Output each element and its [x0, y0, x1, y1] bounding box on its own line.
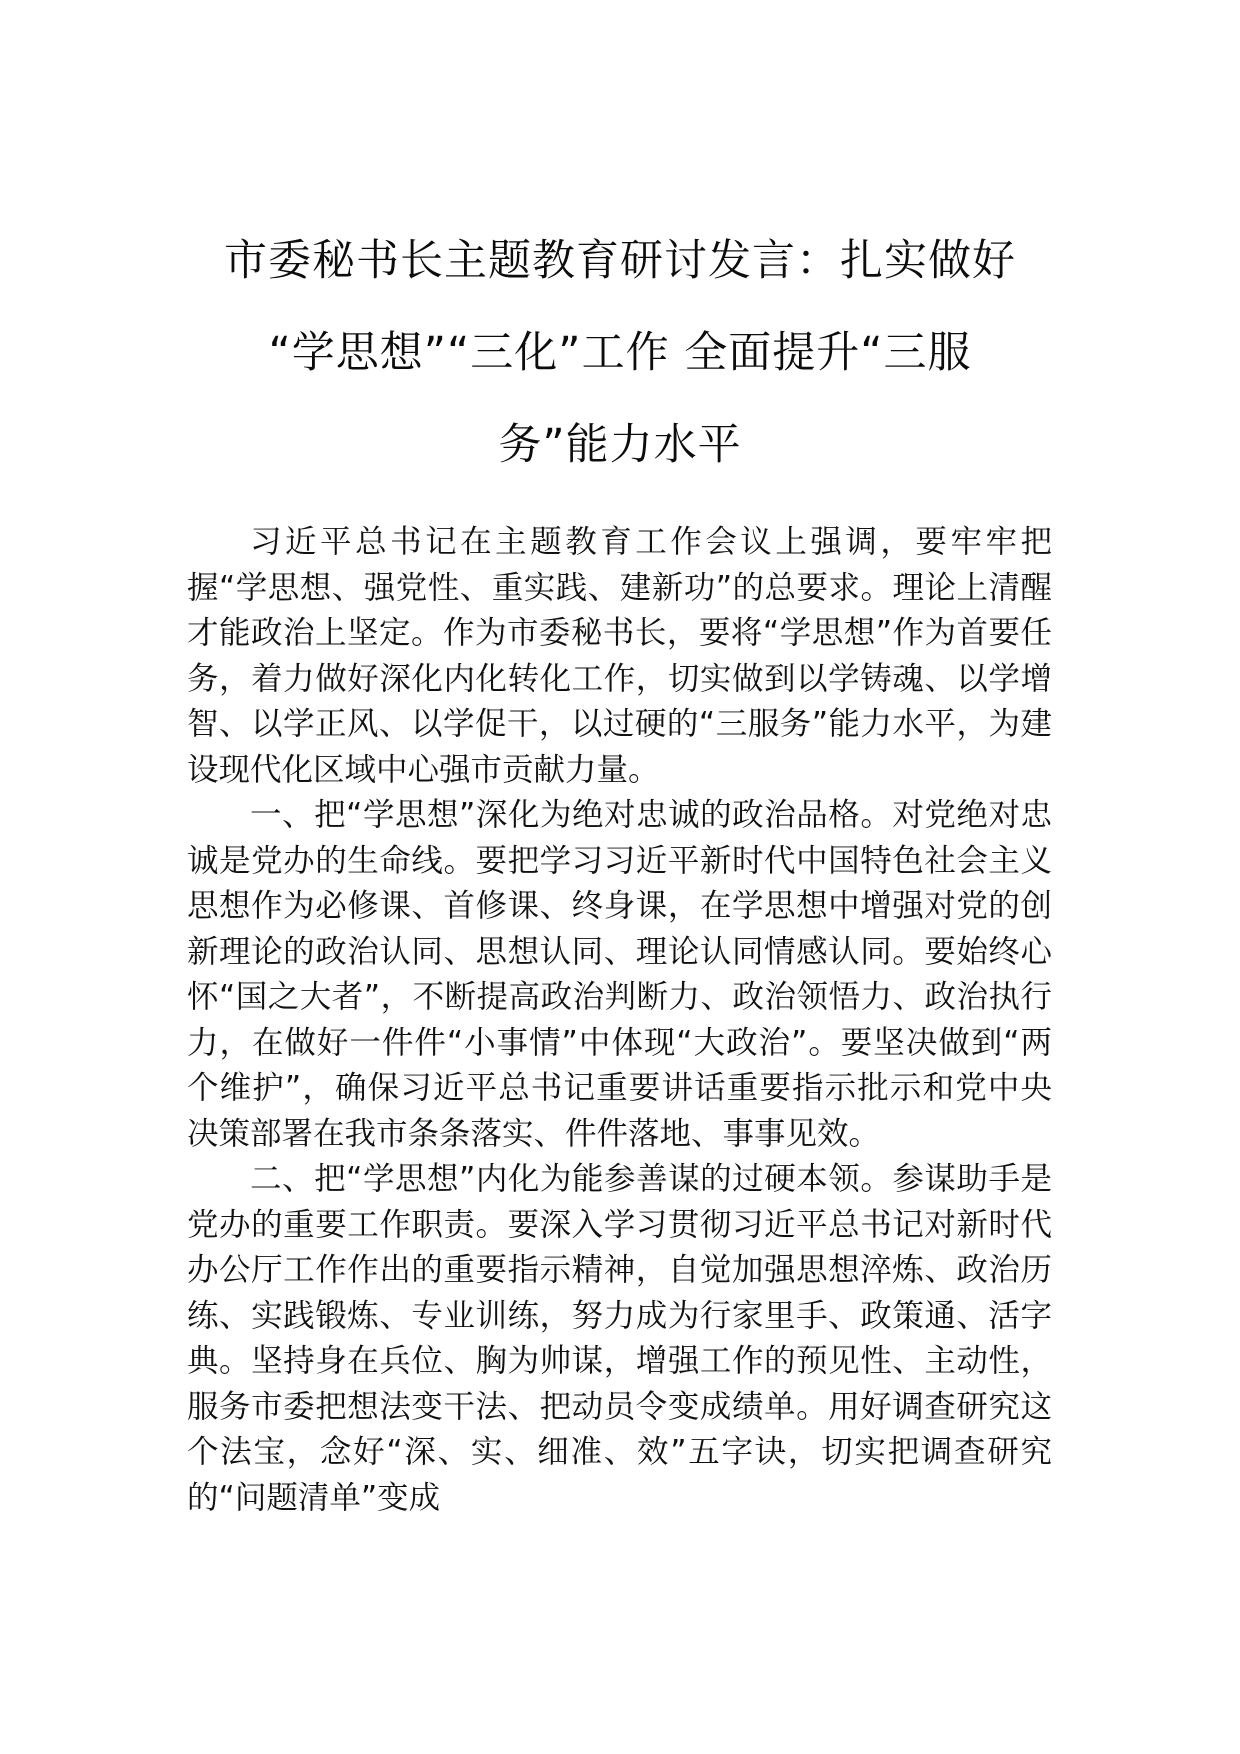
document-body: [187, 520, 1052, 1521]
paragraph-section-2: 二、把“学思想”内化为能参善谋的过硬本领。参谋助手是党办的重要工作职责。要深入学习贯彻习近平总书记对新时代办公厅工作作出的重要指示精神，自觉加强思想淬炼、政治历练、实践锻炼、专业训练，努力成为行家里手、政策通、活字典。坚持身在兵位、胸为帅谋，增强工作的预见性、主动性，服务市委把想法变干法、把动员令变成绩单。用好调查研究这个法宝，念好“深、实、细准、效”五字诀，切实把调查研究的“问题清单”变成: [187, 1161, 1052, 1516]
paragraph-section-1: 一、把“学思想”深化为绝对忠诚的政治品格。对党绝对忠诚是党办的生命线。要把学习习近平新时代中国特色社会主义思想作为必修课、首修课、终身课，在学思想中增强对党的创新理论的政治认同、思想认同、理论认同情感认同。要始终心怀“国之大者”，不断提高政治判断力、政治领悟力、政治执行力，在做好一件件“小事情”中体现“大政治”。要坚决做到“两个维护”，确保习近平总书记重要讲话重要指示批示和党中央决策部署在我市条条落实、件件落地、事事见效。: [187, 797, 1052, 1152]
title-line-1: 市委秘书长主题教育研讨发言：扎实做好: [224, 236, 1016, 286]
document-title: [190, 215, 1050, 491]
title-line-3: 务”能力水平: [498, 420, 742, 470]
title-line-2: “学思想”“三化”工作 全面提升“三服: [268, 328, 972, 378]
paragraph-intro: 习近平总书记在主题教育工作会议上强调，要牢牢把握“学思想、强党性、重实践、建新功”的总要求。理论上清醒才能政治上坚定。作为市委秘书长，要将“学思想”作为首要任务，着力做好深化内化转化工作，切实做到以学铸魂、以学增智、以学正风、以学促干，以过硬的“三服务”能力水平，为建设现代化区域中心强市贡献力量。: [187, 524, 1052, 788]
